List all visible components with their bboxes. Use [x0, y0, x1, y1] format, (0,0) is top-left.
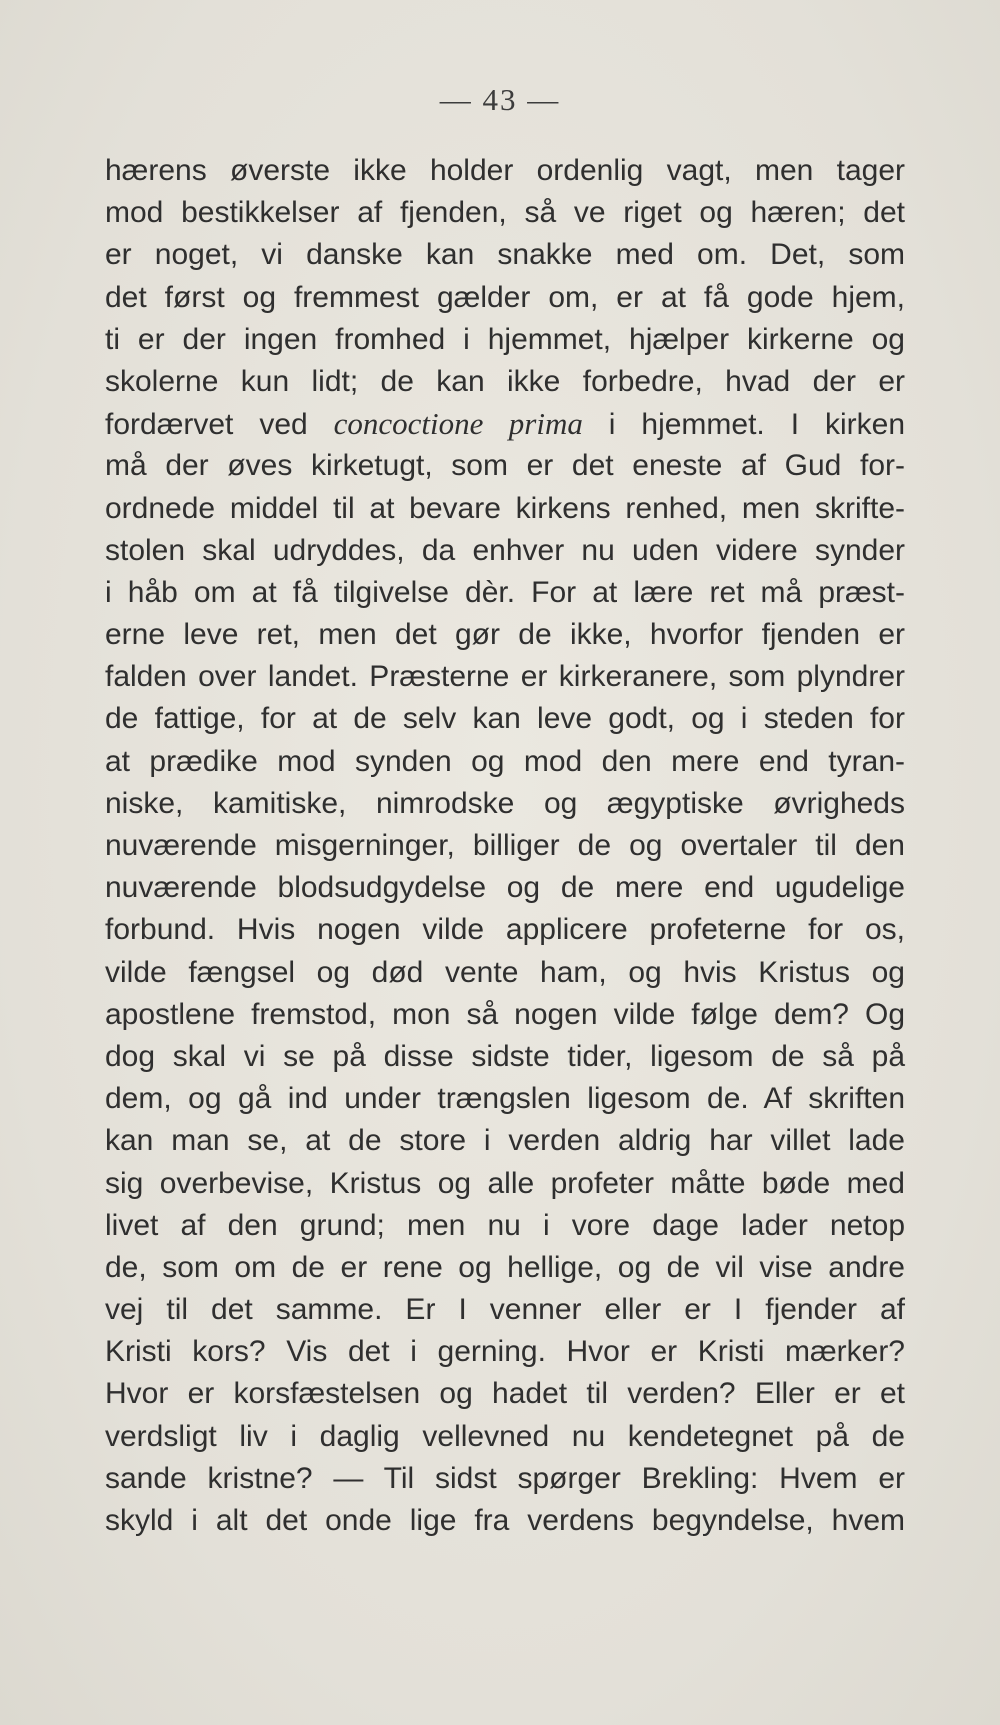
text-line: skolerne kun lidt; de kan ikke forbedre, hvad der er: [105, 364, 905, 398]
text-line: nuværende blodsudgydelse og de mere end ugudelige: [105, 871, 905, 905]
text-line: kan man se, at de store i verden aldrig har villet lade: [105, 1124, 905, 1158]
page-number-header: — 43 —: [439, 82, 561, 117]
text-line: at prædike mod synden og mod den mere end tyran-: [105, 744, 905, 778]
text-line: vej til det samme. Er I venner eller er I fjender af: [105, 1293, 905, 1327]
text-line: fordærvet ved concoctione prima i hjemmet. I kirken: [105, 406, 905, 442]
text-line: må der øves kirketugt, som er det eneste af Gud for-: [105, 449, 905, 483]
text-line: Kristi kors? Vis det i gerning. Hvor er Kristi mærker?: [105, 1335, 905, 1369]
text-line: det først og fremmest gælder om, er at få gode hjem,: [105, 280, 905, 314]
text-line: nuværende misgerninger, billiger de og overtaler til den: [105, 829, 905, 862]
text-line: vilde fængsel og død vente ham, og hvis Kristus og: [105, 955, 905, 989]
text-line: dem, og gå ind under trængslen ligesom de. Af skriften: [105, 1082, 905, 1116]
text-line: sig overbevise, Kristus og alle profeter måtte bøde med: [105, 1166, 905, 1200]
text-line: de fattige, for at de selv kan leve godt, og i steden for: [105, 702, 905, 736]
text-line: i håb om at få tilgivelse dèr. For at lære ret må præst-: [105, 575, 905, 609]
text-line: de, som om de er rene og hellige, og de vil vise andre: [105, 1250, 905, 1284]
text-line: stolen skal udryddes, da enhver nu uden videre synder: [105, 533, 905, 567]
text-line: apostlene fremstod, mon så nogen vilde følge dem? Og: [105, 997, 905, 1031]
text-line: falden over landet. Præsterne er kirkeranere, som plyndrer: [105, 660, 905, 694]
text-line: skyld i alt det onde lige fra verdens begyndelse, hvem: [105, 1504, 905, 1537]
text-line: er noget, vi danske kan snakke med om. Det, som: [105, 238, 905, 272]
italic-latin-phrase: concoctione prima: [333, 406, 583, 442]
text-line: ordnede middel til at bevare kirkens renhed, men skrifte-: [105, 491, 905, 525]
text-line: dog skal vi se på disse sidste tider, ligesom de så på: [105, 1039, 905, 1073]
text-line: verdsligt liv i daglig vellevned nu kendetegnet på de: [105, 1419, 905, 1453]
text-line: hærens øverste ikke holder ordenlig vagt, men tager: [105, 154, 905, 187]
body-text: [105, 150, 905, 1542]
text-line: forbund. Hvis nogen vilde applicere profeterne for os,: [105, 913, 905, 947]
text-line: Hvor er korsfæstelsen og hadet til verden? Eller er et: [105, 1377, 905, 1411]
text-line: livet af den grund; men nu i vore dage lader netop: [105, 1208, 905, 1242]
text-line: sande kristne? — Til sidst spørger Brekling: Hvem er: [105, 1461, 905, 1495]
text-line: erne leve ret, men det gør de ikke, hvorfor fjenden er: [105, 618, 905, 652]
text-line: ti er der ingen fromhed i hjemmet, hjælper kirkerne og: [105, 322, 905, 356]
text-line: mod bestikkelser af fjenden, så ve riget og hæren; det: [105, 196, 905, 230]
text-line: niske, kamitiske, nimrodske og ægyptiske øvrigheds: [105, 786, 905, 820]
